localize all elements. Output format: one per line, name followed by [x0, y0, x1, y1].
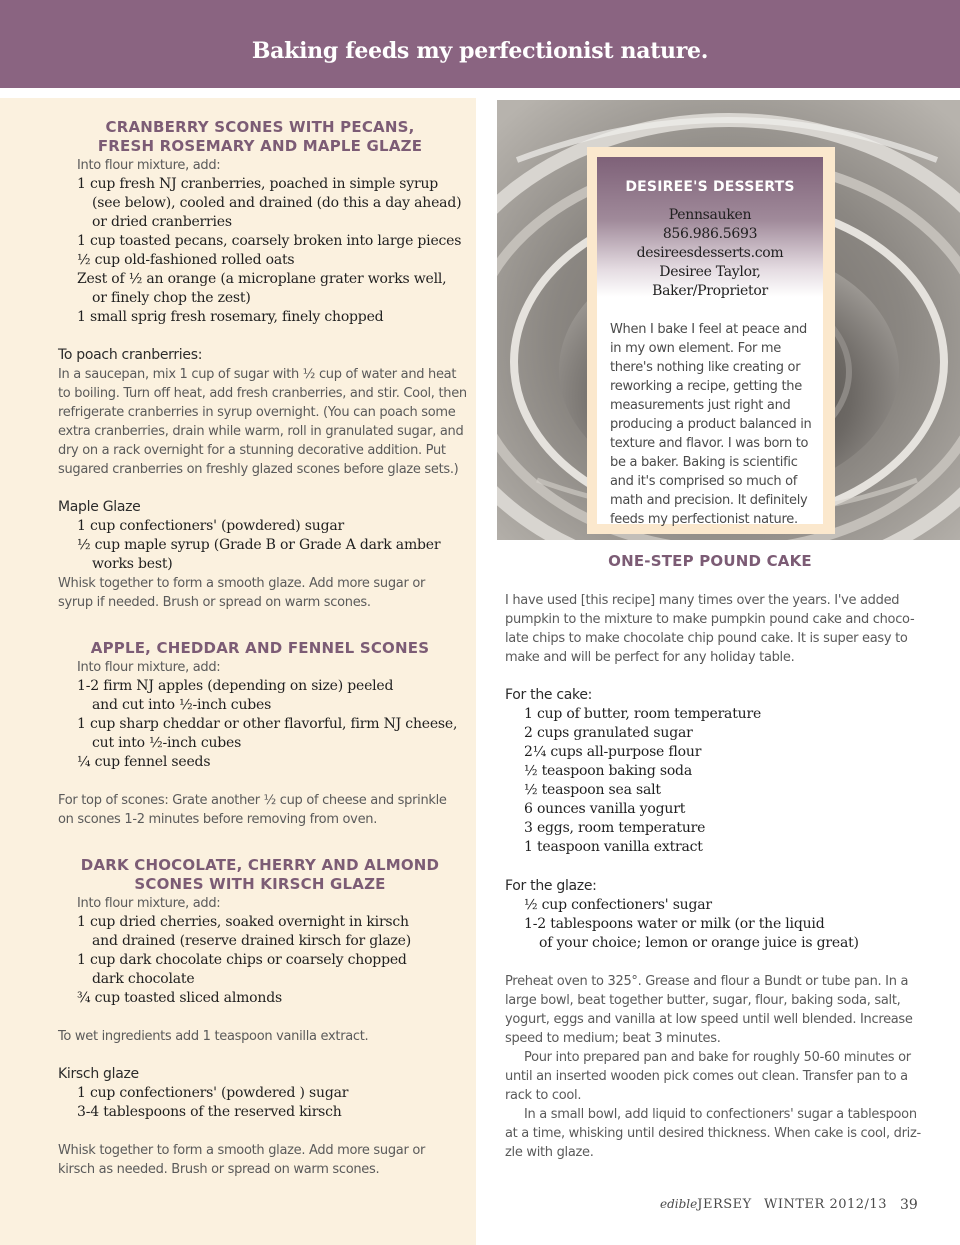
ingredient-line: ½ cup maple syrup (Grade B or Grade A dark amber — [77, 537, 441, 553]
ingredient-line: ½ teaspoon baking soda — [524, 763, 692, 779]
body-line: sugared cranberries on freshly glazed scones before glaze sets.) — [58, 462, 459, 477]
body-line: zle with glaze. — [505, 1145, 594, 1160]
ingredient-line: 1 cup of butter, room temperature — [524, 706, 762, 722]
intro-text: Into flour mixture, add: — [77, 660, 221, 675]
body-line: In a saucepan, mix 1 cup of sugar with ½ cup of water and heat — [58, 367, 457, 382]
banner-title: Baking feeds my perfectionist nature. — [251, 38, 709, 64]
recipe-title-chocolate-line2: SCONES WITH KIRSCH GLAZE — [134, 875, 386, 893]
ingredient-line: cut into ½-inch cubes — [92, 735, 242, 751]
ingredient-line: 1 cup sharp cheddar or other flavorful, firm NJ cheese, — [77, 716, 458, 732]
quote-line: producing a product balanced in — [610, 417, 812, 432]
recipe-title-cranberry-line2: FRESH ROSEMARY AND MAPLE GLAZE — [97, 137, 423, 155]
section-heading: To poach cranberries: — [58, 347, 203, 363]
business-town: Pennsauken — [668, 207, 752, 223]
body-line: at a time, whisking until desired thickness. When cake is cool, driz- — [505, 1126, 921, 1141]
ingredient-line: and drained (reserve drained kirsch for glaze) — [92, 933, 412, 949]
brand-name: JERSEY — [697, 1197, 752, 1212]
ingredient-line: ½ cup old-fashioned rolled oats — [77, 252, 295, 268]
ingredient-line: 1 cup confectioners' (powdered ) sugar — [77, 1085, 349, 1101]
quote-line: and it's comprised so much of — [610, 474, 798, 489]
business-website[interactable]: desireesdesserts.com — [636, 245, 784, 261]
ingredient-line: 2¼ cups all-purpose flour — [524, 744, 702, 760]
ingredient-line: 2 cups granulated sugar — [524, 725, 693, 741]
quote-line: texture and flavor. I was born to — [610, 436, 809, 451]
section-heading: Kirsch glaze — [58, 1066, 139, 1082]
business-phone: 856.986.5693 — [662, 226, 758, 242]
business-owner: Desiree Taylor, — [659, 264, 761, 280]
body-line: rack to cool. — [505, 1088, 582, 1103]
recipe-title-pound-cake: ONE-STEP POUND CAKE — [608, 552, 812, 570]
business-owner-role: Baker/Proprietor — [652, 283, 768, 299]
body-line: make and will be perfect for any holiday table. — [505, 650, 795, 665]
ingredient-line: 1 cup fresh NJ cranberries, poached in simple syrup — [77, 176, 439, 192]
ingredient-line: 1-2 firm NJ apples (depending on size) peeled — [77, 678, 394, 694]
recipe-title-chocolate: DARK CHOCOLATE, CHERRY AND ALMOND — [80, 856, 440, 874]
ingredient-line: ½ cup confectioners' sugar — [524, 897, 712, 913]
section-heading: For the cake: — [505, 687, 593, 703]
ingredient-line: 1 cup toasted pecans, coarsely broken into large pieces — [77, 233, 462, 249]
ingredient-line: 6 ounces vanilla yogurt — [524, 801, 686, 817]
body-line: speed to medium; beat 3 minutes. — [505, 1031, 721, 1046]
section-heading: Maple Glaze — [58, 499, 141, 515]
brand-prefix: edible — [660, 1197, 698, 1211]
body-line: extra cranberries, drain while warm, roll in granulated sugar, and — [58, 424, 464, 439]
ingredient-line: ¾ cup toasted sliced almonds — [77, 990, 282, 1006]
body-line: dry on a rack overnight for a stunning decorative addition. Put — [58, 443, 446, 458]
ingredient-line: works best) — [92, 556, 173, 572]
ingredient-line: ½ teaspoon sea salt — [524, 782, 661, 798]
ingredient-line: 1 cup confectioners' (powdered) sugar — [77, 518, 344, 534]
body-line: to boiling. Turn off heat, add fresh cranberries, and stir. Cool, then — [58, 386, 467, 401]
business-name: DESIREE'S DESSERTS — [625, 179, 795, 195]
ingredient-line: 1 cup dried cherries, soaked overnight in kirsch — [77, 914, 409, 930]
body-line: refrigerate cranberries in syrup overnight. (You can poach some — [58, 405, 456, 420]
business-sidebar — [587, 147, 835, 534]
body-line: on scones 1-2 minutes before removing from oven. — [58, 812, 378, 827]
quote-line: When I bake I feel at peace and — [610, 322, 807, 337]
body-line: Whisk together to form a smooth glaze. Add more sugar or — [58, 576, 426, 591]
quote-line: be a baker. Baking is scientific — [610, 455, 798, 470]
intro-text: Into flour mixture, add: — [77, 158, 221, 173]
ingredient-line: 1-2 tablespoons water or milk (or the liquid — [524, 916, 825, 932]
ingredient-line: and cut into ½-inch cubes — [92, 697, 272, 713]
ingredient-line: Zest of ½ an orange (a microplane grater works well, — [77, 271, 447, 287]
ingredient-line: 3 eggs, room temperature — [524, 820, 706, 836]
body-line: syrup if needed. Brush or spread on warm scones. — [58, 595, 371, 610]
ingredient-line: or finely chop the zest) — [92, 290, 251, 306]
sidebar-card — [597, 157, 823, 527]
ingredient-line: 1 cup dark chocolate chips or coarsely chopped — [77, 952, 407, 968]
page-number: 39 — [900, 1197, 918, 1213]
ingredient-line: (see below), cooled and drained (do this a day ahead) — [92, 195, 462, 211]
quote-line: reworking a recipe, getting the — [610, 379, 802, 394]
body-line: kirsch as needed. Brush or spread on warm scones. — [58, 1162, 380, 1177]
body-line: To wet ingredients add 1 teaspoon vanilla extract. — [58, 1029, 369, 1044]
section-heading: For the glaze: — [505, 878, 597, 894]
ingredient-line: of your choice; lemon or orange juice is great) — [539, 935, 859, 951]
body-line: Whisk together to form a smooth glaze. Add more sugar or — [58, 1143, 426, 1158]
ingredient-line: or dried cranberries — [92, 214, 232, 230]
body-line: In a small bowl, add liquid to confectioners' sugar a tablespoon — [524, 1107, 917, 1122]
magazine-brand — [660, 1197, 752, 1212]
quote-line: measurements just right and — [610, 398, 791, 413]
body-line: I have used [this recipe] many times over the years. I've added — [505, 593, 900, 608]
body-line: yogurt, eggs and vanilla at low speed until well blended. Increase — [505, 1012, 913, 1027]
body-line: large bowl, beat together butter, sugar, flour, baking soda, salt, — [505, 993, 901, 1008]
body-line: Pour into prepared pan and bake for roughly 50-60 minutes or — [524, 1050, 911, 1065]
ingredient-line: ¼ cup fennel seeds — [77, 754, 211, 770]
issue-label: WINTER 2012/13 — [764, 1197, 887, 1212]
ingredient-line: 1 small sprig fresh rosemary, finely chopped — [77, 309, 384, 325]
body-line: late chips to make chocolate chip pound cake. It is super easy to — [505, 631, 908, 646]
ingredient-line: 1 teaspoon vanilla extract — [524, 839, 703, 855]
quote-line: there's nothing like creating or — [610, 360, 801, 375]
ingredient-line: 3-4 tablespoons of the reserved kirsch — [77, 1104, 342, 1120]
body-line: For top of scones: Grate another ½ cup of cheese and sprinkle — [58, 793, 447, 808]
quote-line: math and precision. It definitely — [610, 493, 808, 508]
recipe-title-cranberry: CRANBERRY SCONES WITH PECANS, — [105, 118, 415, 136]
quote-line: in my own element. For me — [610, 341, 781, 356]
body-line: until an inserted wooden pick comes out clean. Transfer pan to a — [505, 1069, 908, 1084]
body-line: Preheat oven to 325°. Grease and flour a Bundt or tube pan. In a — [505, 974, 909, 989]
ingredient-line: dark chocolate — [92, 971, 195, 987]
quote-line: feeds my perfectionist nature. — [610, 512, 798, 527]
intro-text: Into flour mixture, add: — [77, 896, 221, 911]
body-line: pumpkin to the mixture to make pumpkin pound cake and choco- — [505, 612, 915, 627]
recipe-title-apple: APPLE, CHEDDAR AND FENNEL SCONES — [90, 639, 430, 657]
